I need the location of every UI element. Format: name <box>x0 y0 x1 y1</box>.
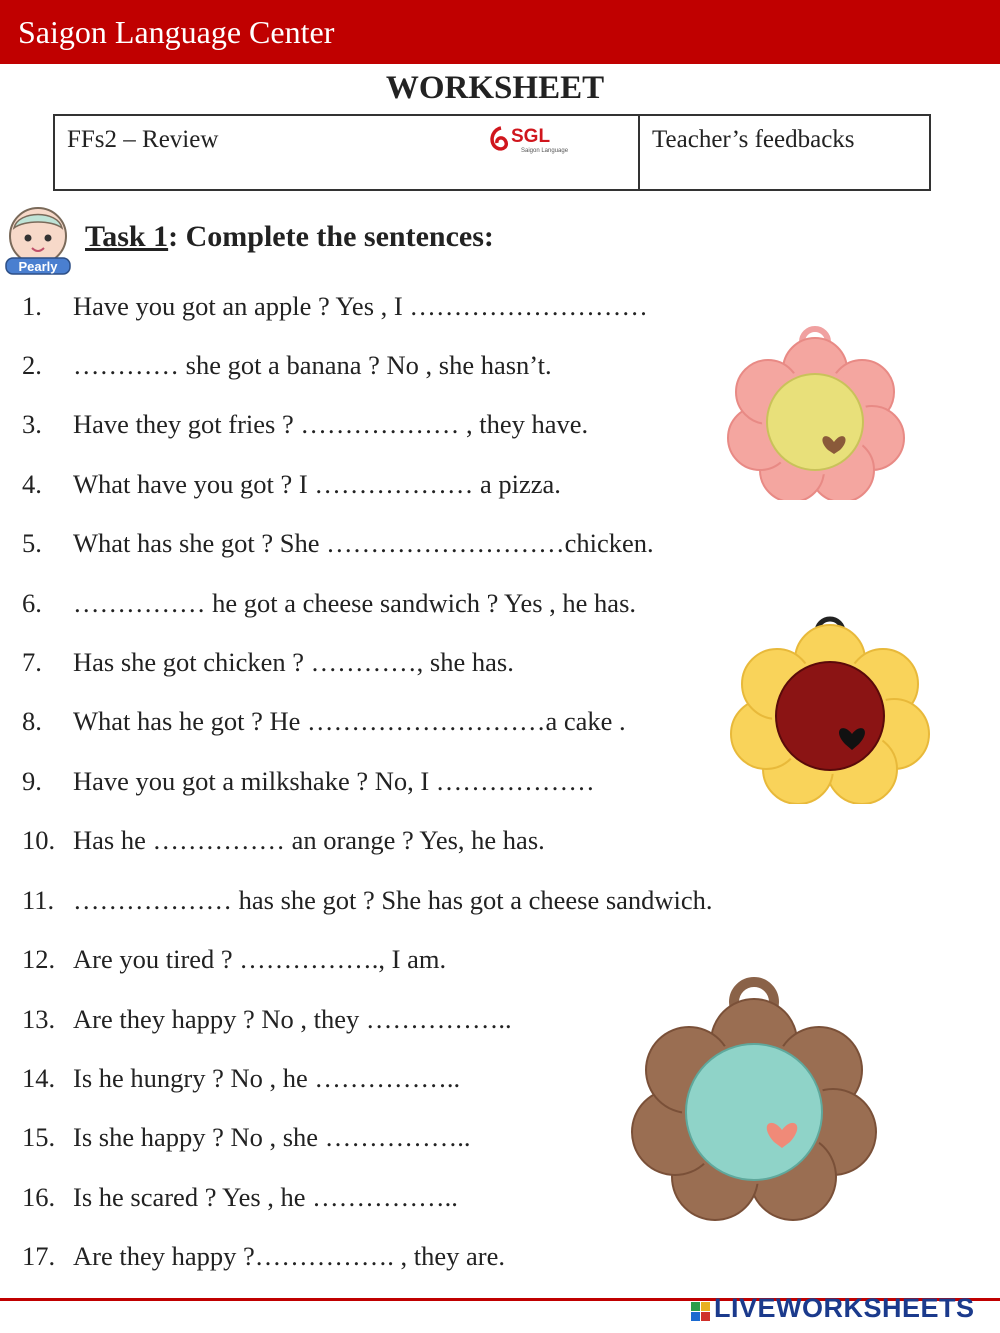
mascot-label: Pearly <box>18 259 58 274</box>
header-bar <box>0 0 1000 64</box>
logo-text: SGL <box>511 126 551 147</box>
worksheet-title: WORKSHEET <box>385 70 605 106</box>
liveworksheets-brand[interactable]: LIVEWORKSHEETS <box>714 1293 975 1323</box>
task-label: Task 1 <box>85 220 169 253</box>
question-text[interactable]: Are they happy ? No , they …………….. <box>73 1004 512 1034</box>
task-title <box>85 220 494 254</box>
question-text[interactable]: ………… she got a banana ? No , she hasn’t. <box>73 350 552 380</box>
question-text[interactable]: Are they happy ?……………. , they are. <box>73 1241 505 1271</box>
yellow-flower-charm-icon <box>728 604 932 804</box>
course-label: FFs2 – Review <box>67 126 219 153</box>
info-table <box>53 114 931 191</box>
question-text[interactable]: Is he hungry ? No , he …………….. <box>73 1063 461 1093</box>
question-text[interactable]: Is she happy ? No , she …………….. <box>73 1122 471 1152</box>
question-text[interactable]: Have they got fries ? ……………… , they have. <box>73 409 589 439</box>
center-name: Saigon Language Center <box>18 14 335 50</box>
pearly-mascot-icon <box>0 206 76 276</box>
question-text[interactable]: What have you got ? I ……………… a pizza. <box>73 469 561 499</box>
feedback-label: Teacher’s feedbacks <box>652 126 855 153</box>
question-text[interactable]: What has she got ? She ………………………chicken. <box>73 528 654 558</box>
question-text[interactable]: ……………… has she got ? She has got a cheese sandwich. <box>73 885 713 915</box>
pink-flower-charm-icon <box>722 320 908 500</box>
logo-subtext: Saigon Language <box>521 148 569 154</box>
question-text[interactable]: Have you got an apple ? Yes , I ……………………… <box>73 291 648 321</box>
question-text[interactable]: Is he scared ? Yes , he …………….. <box>73 1182 458 1212</box>
brown-flower-charm-icon <box>628 972 880 1222</box>
question-text[interactable]: Has she got chicken ? …………, she has. <box>73 647 514 677</box>
course-cell <box>55 116 640 189</box>
sgl-logo <box>487 122 579 156</box>
liveworksheets-logo-icon <box>690 1296 712 1326</box>
question-text[interactable]: Has he …………… an orange ? Yes, he has. <box>73 825 545 855</box>
question-text[interactable]: …………… he got a cheese sandwich ? Yes , he has. <box>73 588 637 618</box>
question-text[interactable]: Are you tired ? ……………., I am. <box>73 944 447 974</box>
question-text[interactable]: Have you got a milkshake ? No, I ……………… <box>73 766 595 796</box>
question-text[interactable]: What has he got ? He ………………………a cake . <box>73 706 626 736</box>
task-instruction: : Complete the sentences: <box>168 220 494 253</box>
